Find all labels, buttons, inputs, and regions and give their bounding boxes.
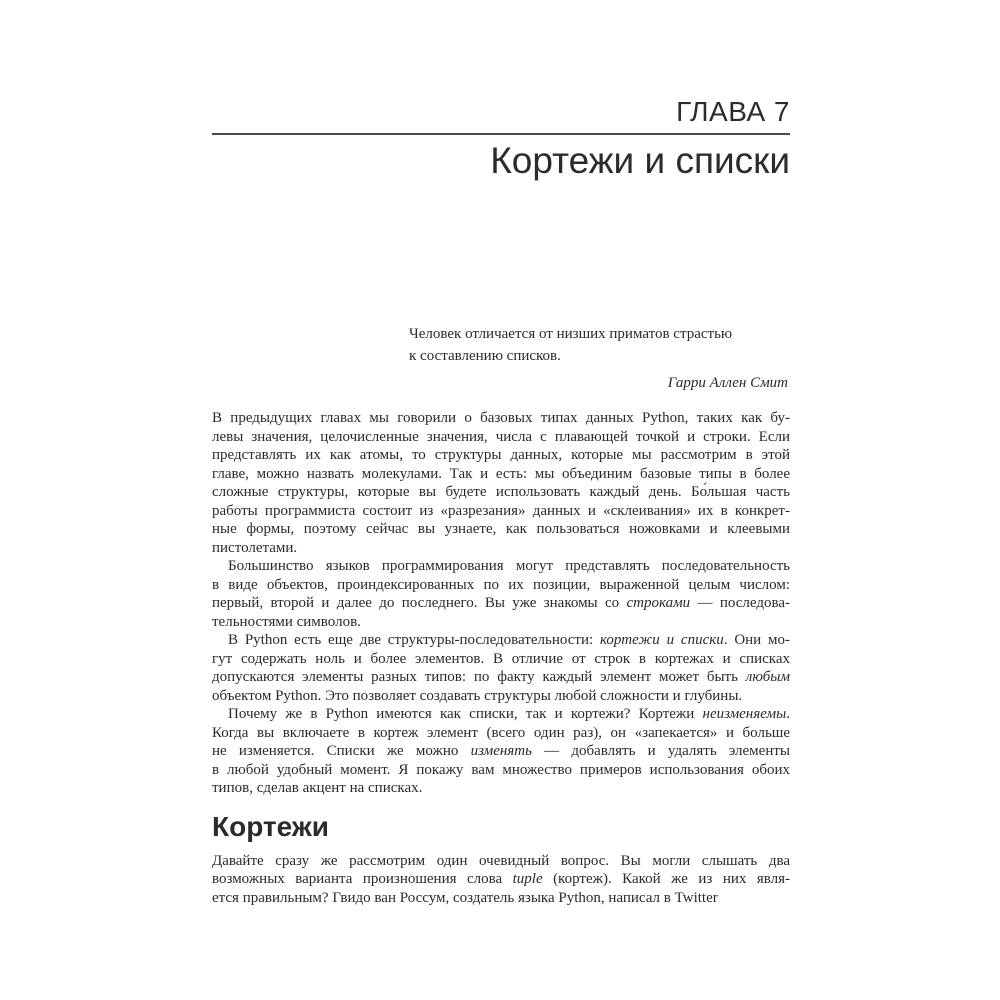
text-line bbox=[212, 687, 790, 706]
text-segment: работы программиста состоит из «разрезания» данных и «склеивания» их в конкрет- bbox=[212, 502, 790, 519]
chapter-title: Кортежи и списки bbox=[490, 140, 790, 181]
text-line bbox=[212, 650, 790, 669]
text-segment: — добавлять и удалять элементы bbox=[531, 743, 790, 759]
text-line bbox=[212, 889, 790, 908]
epigraph-line: к составлению списков. bbox=[409, 348, 561, 364]
body-paragraph bbox=[212, 852, 790, 908]
text-line bbox=[212, 852, 790, 871]
text-segment: не изменяется. Списки же можно bbox=[212, 743, 471, 759]
text-line bbox=[212, 520, 790, 539]
text-segment: Когда вы включаете в кортеж элемент (всего один раз), он «запекается» и больше bbox=[212, 724, 790, 741]
text-segment: В предыдущих главах мы говорили о базовых типах данных Python, таких как бу- bbox=[212, 410, 790, 426]
italic-text: изменять bbox=[470, 743, 532, 759]
text-line bbox=[212, 446, 790, 465]
text-line bbox=[212, 779, 790, 798]
text-segment: главе, можно назвать молекулами. Так и есть: мы объединим базовые типы в более bbox=[212, 465, 790, 482]
text-line bbox=[212, 539, 790, 558]
text-segment: ется правильным? Гвидо ван Россум, создатель языка Python, написал в Twitter bbox=[212, 889, 718, 906]
text-segment: Давайте сразу же рассмотрим один очевидный вопрос. Вы могли слышать два bbox=[212, 852, 790, 869]
text-line bbox=[212, 761, 790, 780]
chapter-rule bbox=[212, 133, 790, 135]
text-segment: гут содержать ноль и более элементов. В отличие от строк в кортежах и списках bbox=[212, 650, 790, 667]
text-line bbox=[212, 594, 790, 613]
italic-text: любым bbox=[745, 669, 790, 685]
text-segment: представлять их как атомы, то структуры данных, которые мы рассмотрим в этой bbox=[212, 447, 790, 463]
text-segment: возможных варианта произношения слова bbox=[212, 871, 513, 887]
text-segment: Почему же в Python имеются как списки, так и кортежи? Кортежи bbox=[228, 706, 703, 722]
italic-text: строками bbox=[626, 595, 691, 611]
text-segment: левы значения, целочисленные значения, числа с плавающей точкой и строки. Если bbox=[212, 428, 790, 445]
text-line bbox=[212, 613, 790, 632]
body-paragraph bbox=[212, 557, 790, 631]
text-segment: объектом Python. Это позволяет создавать структуры любой сложности и глубины. bbox=[212, 687, 743, 704]
text-line bbox=[212, 409, 790, 428]
text-segment: тельностями символов. bbox=[212, 613, 361, 630]
chapter-header bbox=[212, 97, 790, 183]
text-line bbox=[212, 870, 790, 889]
italic-text: tuple bbox=[512, 871, 543, 887]
text-line bbox=[212, 668, 790, 687]
text-line bbox=[212, 502, 790, 521]
text-segment: типов, сделав акцент на списках. bbox=[212, 780, 423, 796]
text-segment: в любой удобный момент. Я покажу вам множество примеров использования обоих bbox=[212, 761, 790, 778]
text-segment: первый, второй и далее до последнего. Вы уже знакомы со bbox=[212, 595, 627, 611]
text-segment: ные формы, поэтому сейчас вы узнаете, как пользоваться ножовками и клеевыми bbox=[212, 521, 790, 537]
text-segment: пистолетами. bbox=[212, 539, 298, 556]
text-line bbox=[212, 705, 790, 724]
text-segment: (кортеж). Какой же из них явля- bbox=[542, 871, 790, 887]
epigraph-line: Человек отличается от низших приматов страстью bbox=[409, 326, 733, 342]
text-segment: В Python есть еще две структуры-последовательности: bbox=[228, 632, 600, 648]
text-line bbox=[212, 557, 790, 576]
text-column bbox=[212, 0, 790, 907]
text-segment: . bbox=[786, 706, 790, 722]
text-segment: допускаются элементы разных типов: по факту каждый элемент может быть bbox=[212, 669, 746, 685]
italic-text: кортежи и списки bbox=[599, 632, 724, 648]
text-segment: Большинство языков программирования могут представлять последовательность bbox=[228, 558, 790, 574]
text-segment: в виде объектов, проиндексированных по их позиции, выраженной целым числом: bbox=[212, 576, 790, 593]
epigraph-attribution: Гарри Аллен Смит bbox=[667, 375, 788, 391]
section-heading: Кортежи bbox=[212, 810, 329, 842]
body-paragraph bbox=[212, 705, 790, 798]
text-line bbox=[212, 742, 790, 761]
text-segment: . Они мо- bbox=[723, 632, 791, 648]
page-body bbox=[212, 409, 790, 907]
text-line bbox=[212, 428, 790, 447]
text-segment: — последова- bbox=[690, 595, 790, 611]
text-line bbox=[212, 724, 790, 743]
body-paragraph bbox=[212, 631, 790, 705]
italic-text: неизменяемы bbox=[702, 706, 787, 722]
text-line bbox=[212, 483, 790, 502]
text-line bbox=[212, 576, 790, 595]
chapter-number: ГЛАВА 7 bbox=[676, 96, 790, 127]
text-line bbox=[212, 465, 790, 484]
epigraph-text bbox=[409, 323, 790, 367]
text-line bbox=[212, 631, 790, 650]
epigraph bbox=[409, 323, 790, 394]
text-segment: сложные структуры, которые вы будете использовать каждый день. Бо́льшая часть bbox=[212, 484, 790, 500]
body-paragraph bbox=[212, 409, 790, 557]
